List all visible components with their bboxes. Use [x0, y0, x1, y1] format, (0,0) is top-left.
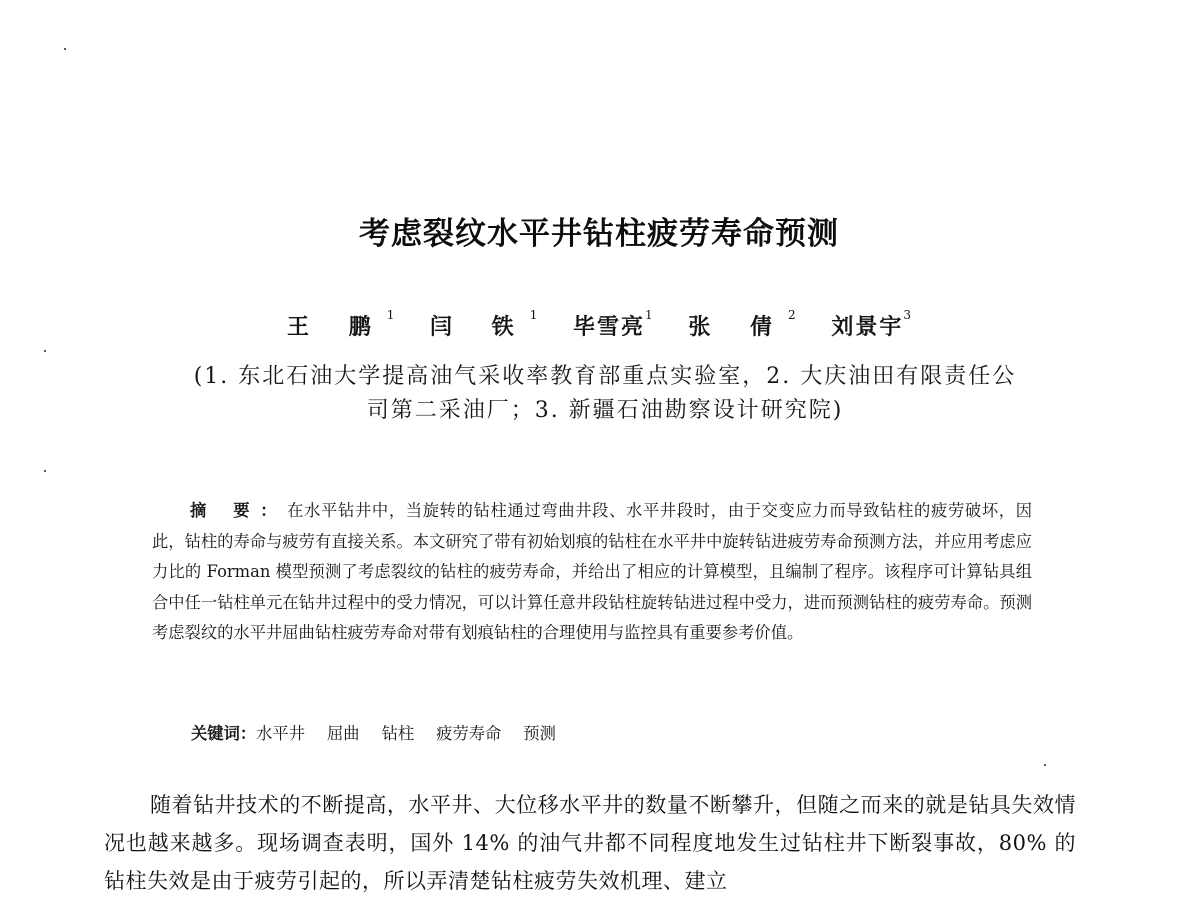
abstract-text: 在水平钻井中，当旋转的钻柱通过弯曲井段、水平井段时，由于交变应力而导致钻柱的疲劳破坏，因此，钻柱的寿命与疲劳有直接关系。本文研究了带有初始划痕的钻柱在水平井中旋转钻进疲劳寿命预测方法，并应用考虑应力比的 Forman 模型预测了考虑裂纹的钻柱的疲劳寿命，并给出了相应的计算模型，且编制了程序。该程序可计算钻具组合中任一钻柱单元在钻井过程中的受力情况，可以计算任意井段钻柱旋转钻进过程中受力，进而预测钻柱的疲劳寿命。预测考虑裂纹的水平井屈曲钻柱疲劳寿命对带有划痕钻柱的合理使用与监控具有重要参考价值。	[152, 501, 1032, 643]
body-paragraph: 随着钻井技术的不断提高，水平井、大位移水平井的数量不断攀升，但随之而来的就是钻具失效情况也越来越多。现场调查表明，国外 14% 的油气井都不同程度地发生过钻柱井下断裂事故，80% 的钻柱失效是由于疲劳引起的，所以弄清楚钻柱疲劳失效机理、建立	[104, 793, 1076, 893]
author: 王 鹏$^1$	[287, 308, 395, 340]
author: 刘景宇$^3$	[831, 308, 911, 340]
author: 毕雪亮$^1$	[573, 308, 653, 340]
scan-speck	[44, 350, 46, 352]
author: 张 倩$^2$	[688, 308, 796, 340]
paper-title: 考虑裂纹水平井钻柱疲劳寿命预测	[359, 216, 839, 252]
keywords	[191, 720, 578, 744]
affiliation-line: 司第二采油厂；3. 新疆石油勘察设计研究院)	[366, 398, 844, 423]
affiliation-line: (1. 东北石油大学提高油气采收率教育部重点实验室，2. 大庆油田有限责任公	[193, 364, 1017, 389]
keywords-label: 关键词：	[191, 724, 257, 743]
keyword: 钻柱	[381, 724, 415, 743]
keyword: 疲劳寿命	[436, 724, 502, 743]
abstract-label: 摘 要：	[190, 501, 288, 520]
scan-speck	[44, 470, 46, 472]
keyword: 预测	[523, 724, 556, 743]
author: 闫 铁$^1$	[430, 308, 538, 340]
affiliations	[110, 360, 1100, 428]
scan-speck	[64, 48, 66, 50]
keyword: 水平井	[256, 724, 305, 743]
abstract	[152, 496, 1032, 649]
keyword: 屈曲	[327, 724, 360, 743]
scan-speck	[1044, 764, 1046, 766]
author-list	[0, 310, 1198, 341]
